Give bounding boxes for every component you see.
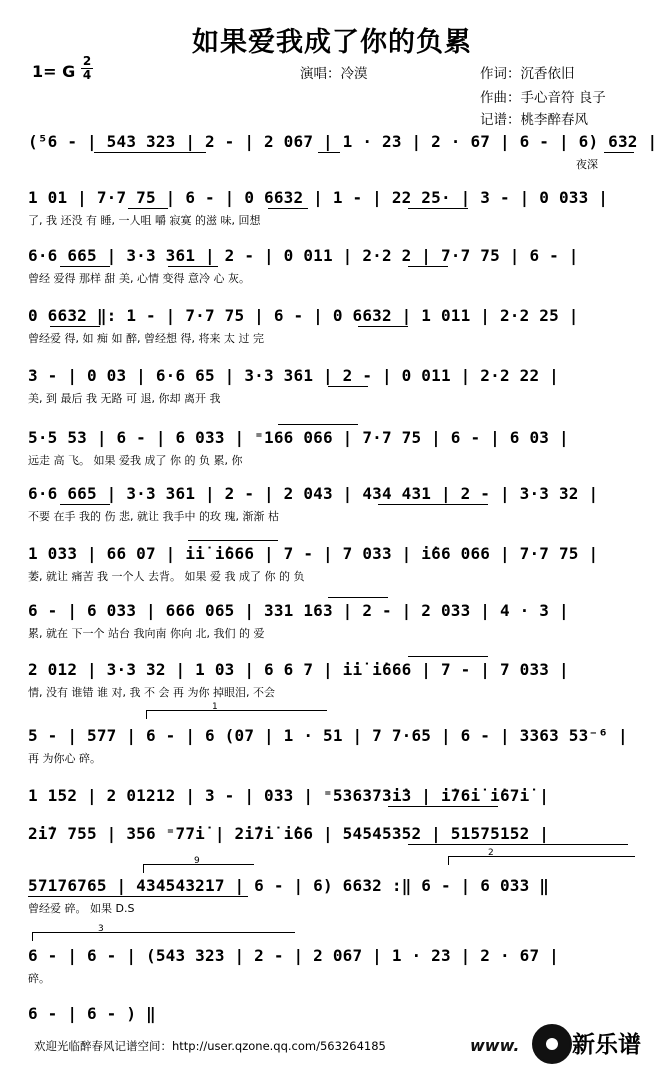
notation-row: 57176765 | 434543217 | 6 - | 6) 6632 :‖ 6 - | 6 033 ‖ [28,876,550,895]
beam [358,326,408,327]
time-numerator: 2 [82,54,92,68]
notation-row: 5·5 53 | 6 - | 6 033 | ⁼166 066 | 7·7 75 | 6 - | 6 03 | [28,428,569,447]
volta-bracket [32,932,295,941]
notation-row: 5 - | 577 | 6 - | 6 (07 | 1 · 51 | 7 7·65 | 6 - | 3363 53⁻⁶ | [28,726,628,745]
composer-credit: 作曲：手心音符 良子 [480,90,606,106]
notation-row: 6 - | 6 - | (543 323 | 2 - | 2 067 | 1 · 23 | 2 · 67 | [28,946,559,965]
lyricist-credit: 作词：沉香依旧 [480,66,575,82]
volta-number: 2 [488,848,494,858]
beam [328,386,368,387]
singer-credit: 演唱：冷漠 [300,66,368,82]
beam [378,504,488,505]
notation-row: 6 - | 6 033 | 666 065 | 331 163 | 2 - | 2 033 | 4 · 3 | [28,601,569,620]
notation-row: 1 01 | 7·7 75 | 6 - | 0 6632 | 1 - | 22 25· | 3 - | 0 033 | [28,188,609,207]
slur [188,540,278,541]
notation-row: 1 033 | 66 07 | i̇i̇ i̇666 | 7 - | 7 033 | i̇66 066 | 7·7 75 | [28,544,599,563]
lyric-row: 累, 就在 下一个 站台 我向南 你向 北, 我们 的 爱 [28,627,265,640]
lyric-row: 情, 没有 谁错 谁 对, 我 不 会 再 为你 掉眼泪, 不会 [28,686,275,699]
transcriber-credit: 记谱：桃李醉春风 [480,112,588,128]
slur [408,656,488,657]
volta-number: 1 [212,702,218,712]
volta-bracket [146,710,327,719]
beam [408,266,448,267]
volta-number: 9 [194,856,200,866]
volta-bracket [448,856,635,865]
lyric-row: 美, 到 最后 我 无路 可 退, 你却 离开 我 [28,392,221,405]
notation-row: (⁵6 - | 543 323 | 2 - | 2 067 | 1 · 23 | 2 · 67 | 6 - | 6) 632 | [28,132,658,151]
beam [60,504,110,505]
notation-row: 6·6 665 | 3·3 361 | 2 - | 2 043 | 434 431 | 2 - | 3·3 32 | [28,484,599,503]
beam [268,208,308,209]
notation-row: 1 152 | 2 01212 | 3 - | 033 | ⁼536373i̇3 | i̇76i̇ i̇67i̇ | [28,786,550,805]
song-title: 如果爱我成了你的负累 [192,27,472,58]
time-signature [80,55,94,82]
key-signature: 1= G [32,62,76,81]
lyric-row: 了, 我 还没 有 睡, 一人咀 嚼 寂寞 的滋 味, 回想 [28,214,261,227]
beam [60,266,110,267]
lyric-row: 不要 在手 我的 伤 悲, 就让 我手中 的玫 瑰, 渐渐 枯 [28,510,279,523]
lyric-row: 萎, 就让 痛苦 我 一个人 去背。 如果 爱 我 成了 你 的 负 [28,570,305,583]
watermark-brand: 新乐谱 [572,1032,641,1058]
beam [128,208,168,209]
volta-number: 3 [98,924,104,934]
lyric-row: 夜深 [576,158,598,171]
beam [408,208,468,209]
notation-row: 6 - | 6 - ) ‖ [28,1004,156,1023]
beam [168,266,218,267]
lyric-row: 远走 高 飞。 如果 爱我 成了 你 的 负 累, 你 [28,454,243,467]
notation-row: 2̇i̇7 755 | 356 ⁼77i̇ | 2̇i̇7i̇ i̇66 | 54545352 | 51575152 | [28,824,550,843]
footer-credit: 欢迎光临醉春风记谱空间：http://user.qzone.qq.com/563264185 [34,1039,386,1053]
beam [604,152,634,153]
beam [388,806,498,807]
notation-row: 2 012 | 3·3 32 | 1 03 | 6 6 7 | i̇i̇ i̇666 | 7 - | 7 033 | [28,660,569,679]
notation-row: 6·6 665 | 3·3 361 | 2 - | 0 011 | 2·2 2 | 7·7 75 | 6 - | [28,246,579,265]
lyric-row: 曾经爱 碎。 如果 D.S [28,902,135,915]
lyric-row: 碎。 [28,972,50,985]
beam [94,152,206,153]
watermark-url: www. [470,1036,520,1055]
lyric-row: 再 为你心 碎。 [28,752,101,765]
slur [328,597,388,598]
record-disc-icon [532,1024,572,1064]
lyric-row: 曾经爱 得, 如 痴 如 醉, 曾经想 得, 将来 太 过 完 [28,332,264,345]
notation-row: 3 - | 0 03 | 6·6 65 | 3·3 361 | 2 - | 0 011 | 2·2 22 | [28,366,559,385]
time-denominator: 4 [82,68,92,82]
beam [50,326,100,327]
beam [408,844,628,845]
slur [278,424,358,425]
notation-row: 0 6632 ‖: 1 - | 7·7 75 | 6 - | 0 6632 | 1 011 | 2·2 25 | [28,306,579,325]
lyric-row: 曾经 爱得 那样 甜 美, 心情 变得 意冷 心 灰。 [28,272,250,285]
beam [28,896,248,897]
beam [318,152,340,153]
